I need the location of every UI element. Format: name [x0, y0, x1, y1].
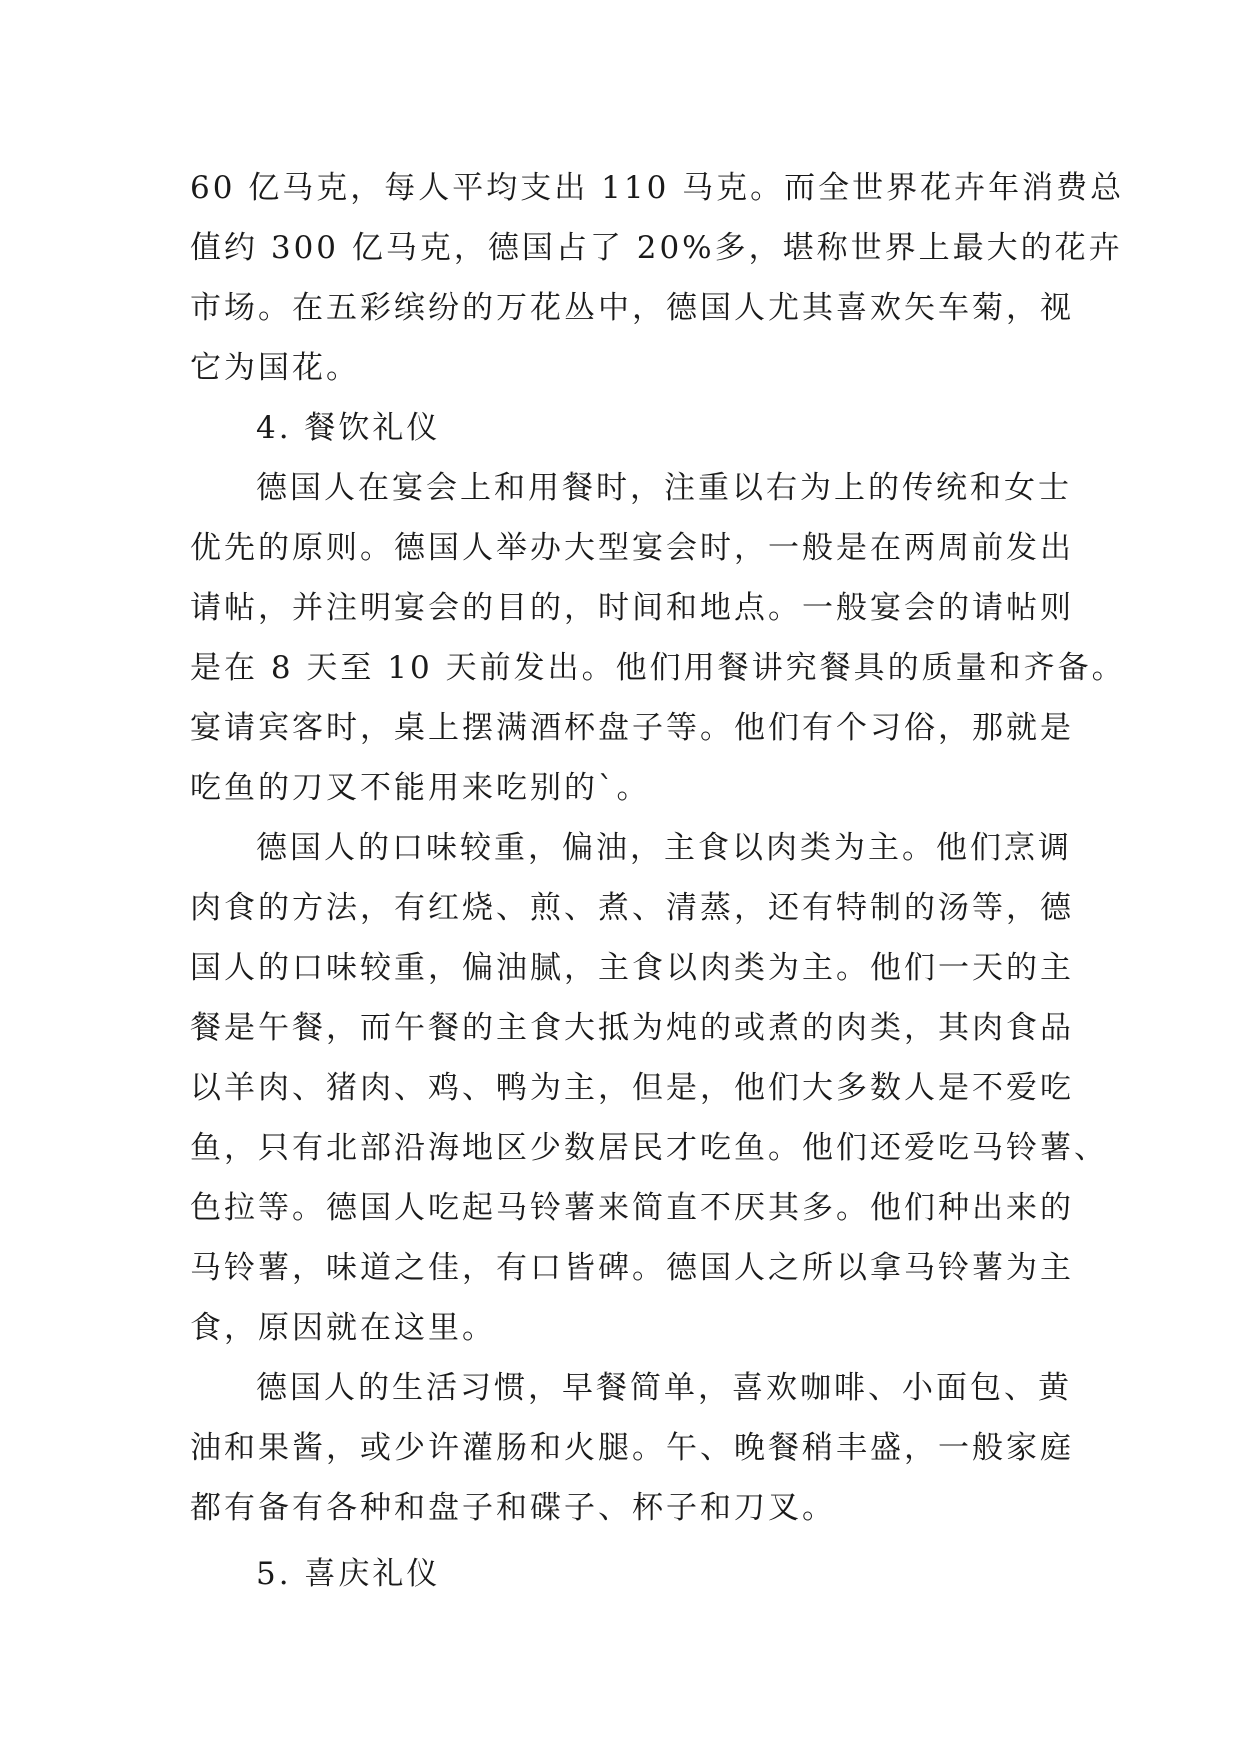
text-line: 60 亿马克，每人平均支出 110 马克。而全世界花卉年消费总: [190, 170, 1125, 206]
text-line: 吃鱼的刀叉不能用来吃别的`。: [190, 770, 651, 806]
document-body: [190, 158, 1126, 1604]
text-line: 值约 300 亿马克，德国占了 20%多，堪称世界上最大的花卉: [190, 230, 1123, 266]
text-line: 都有备有各种和盘子和碟子、杯子和刀叉。: [190, 1490, 836, 1526]
text-line: 以羊肉、猪肉、鸡、鸭为主，但是，他们大多数人是不爱吃: [190, 1070, 1074, 1106]
section-heading-celebration-etiquette: 5. 喜庆礼仪: [256, 1556, 441, 1592]
text-line: 餐是午餐，而午餐的主食大抵为炖的或煮的肉类，其肉食品: [190, 1010, 1074, 1046]
text-line: 德国人的生活习惯，早餐简单，喜欢咖啡、小面包、黄: [256, 1370, 1072, 1406]
text-line: 油和果酱，或少许灌肠和火腿。午、晚餐稍丰盛，一般家庭: [190, 1430, 1074, 1466]
text-line: 肉食的方法，有红烧、煎、煮、清蒸，还有特制的汤等，德: [190, 890, 1074, 926]
text-line: 色拉等。德国人吃起马铃薯来简直不厌其多。他们种出来的: [190, 1190, 1074, 1226]
text-line: 国人的口味较重，偏油腻，主食以肉类为主。他们一天的主: [190, 950, 1074, 986]
text-line: 宴请宾客时，桌上摆满酒杯盘子等。他们有个习俗，那就是: [190, 710, 1074, 746]
text-line: 是在 8 天至 10 天前发出。他们用餐讲究餐具的质量和齐备。: [190, 650, 1126, 686]
text-line: 马铃薯，味道之佳，有口皆碑。德国人之所以拿马铃薯为主: [190, 1250, 1074, 1286]
text-line: 请帖，并注明宴会的目的，时间和地点。一般宴会的请帖则: [190, 590, 1074, 626]
text-line: 鱼，只有北部沿海地区少数居民才吃鱼。他们还爱吃马铃薯、: [190, 1130, 1108, 1166]
text-line: 德国人在宴会上和用餐时，注重以右为上的传统和女士: [256, 470, 1072, 506]
text-line: 市场。在五彩缤纷的万花丛中，德国人尤其喜欢矢车菊，视: [190, 290, 1074, 326]
text-line: 优先的原则。德国人举办大型宴会时，一般是在两周前发出: [190, 530, 1074, 566]
text-line: 食，原因就在这里。: [190, 1310, 496, 1346]
section-heading-dining-etiquette: 4. 餐饮礼仪: [256, 410, 441, 446]
text-line: 它为国花。: [190, 350, 360, 386]
text-line: 德国人的口味较重，偏油，主食以肉类为主。他们烹调: [256, 830, 1072, 866]
